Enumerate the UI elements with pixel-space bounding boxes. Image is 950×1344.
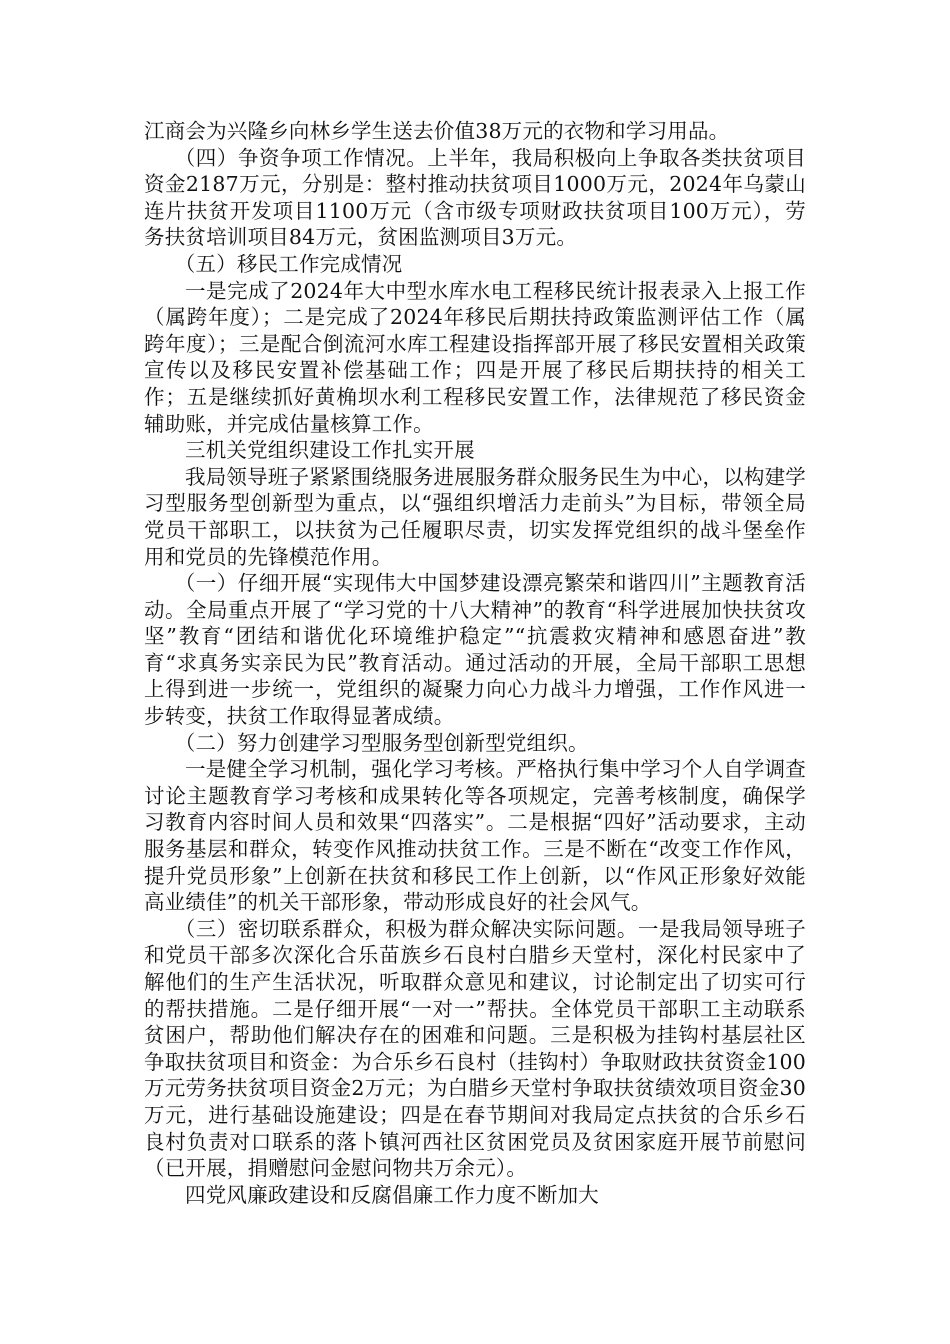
paragraph-part-3-item-1: （一）仔细开展“实现伟大中国梦建设漂亮繁荣和谐四川”主题教育活动。全局重点开展了“学习党的十八大精神”的教育“科学进展加快扶贫攻坚”教育“团结和谐优化环境维护稳定”“抗震救灾精神和感恩奋进”教育“求真务实亲民为民”教育活动。通过活动的开展，全局干部职工思想上得到进一步统一，党组织的凝聚力向心力战斗力增强，工作作风进一步转变，扶贫工作取得显著成绩。 (144, 571, 806, 729)
heading-part-3-item-2: （二）努力创建学习型服务型创新型党组织。 (174, 730, 589, 755)
paragraph-continuation: 江商会为兴隆乡向林乡学生送去价值38万元的衣物和学习用品。 (144, 119, 730, 143)
paragraph-part-3-item-2-body: 一是健全学习机制，强化学习考核。严格执行集中学习个人自学调查讨论主题教育学习考核和成果转化等各项规定，完善考核制度，确保学习教育内容时间人员和效果“四落实”。二是根据“四好”活动要求，主动服务基层和群众，转变作风推动扶贫工作。三是不断在“改变工作作风，提升党员形象”上创新在扶贫和移民工作上创新，以“作风正形象好效能高业绩佳”的机关干部形象，带动形成良好的社会风气。 (144, 757, 806, 915)
heading-section-5-migration: （五）移民工作完成情况 (174, 251, 403, 276)
paragraph-part-3-intro: 我局领导班子紧紧围绕服务进展服务群众服务民生为中心，以构建学习型服务型创新型为重点，以“强组织增活力走前头”为目标，带领全局党员干部职工，以扶贫为己任履职尽责，切实发挥党组织的战斗堡垒作用和党员的先锋模范作用。 (144, 464, 806, 569)
document-page (144, 118, 806, 1208)
heading-part-3-party-building: 三机关党组织建设工作扎实开展 (185, 438, 475, 463)
heading-part-4-anti-corruption: 四党风廉政建设和反腐倡廉工作力度不断加大 (185, 1182, 599, 1207)
paragraph-section-5-body: 一是完成了2024年大中型水库水电工程移民统计报表录入上报工作（属跨年度）；二是完成了2024年移民后期扶持政策监测评估工作（属跨年度）；三是配合倒流河水库工程建设指挥部开展了移民安置相关政策宣传以及移民安置补偿基础工作；四是开展了移民后期扶持的相关工作；五是继续抓好黄桷坝水利工程移民安置工作，法律规范了移民资金辅助账，并完成估量核算工作。 (144, 278, 806, 436)
paragraph-part-3-item-3: （三）密切联系群众，积极为群众解决实际问题。一是我局领导班子和党员干部多次深化合乐苗族乡石良村白腊乡天堂村，深化村民家中了解他们的生产生活状况，听取群众意见和建议，讨论制定出了切实可行的帮扶措施。二是仔细开展“一对一”帮扶。全体党员干部职工主动联系贫困户，帮助他们解决存在的困难和问题。三是积极为挂钩村基层社区争取扶贫项目和资金：为合乐乡石良村（挂钩村）争取财政扶贫资金100万元劳务扶贫项目资金2万元；为白腊乡天堂村争取扶贫绩效项目资金30万元，进行基础设施建设；四是在春节期间对我局定点扶贫的合乐乡石良村负责对口联系的落卜镇河西社区贫困党员及贫困家庭开展节前慰问（已开展，捐赠慰问金慰问物共万余元）。 (144, 916, 806, 1181)
paragraph-section-4-funding: （四）争资争项工作情况。上半年，我局积极向上争取各类扶贫项目资金2187万元，分别是：整村推动扶贫项目1000万元，2024年乌蒙山连片扶贫开发项目1100万元（含市级专项财政扶贫项目100万元），劳务扶贫培训项目84万元，贫困监测项目3万元。 (144, 145, 806, 250)
